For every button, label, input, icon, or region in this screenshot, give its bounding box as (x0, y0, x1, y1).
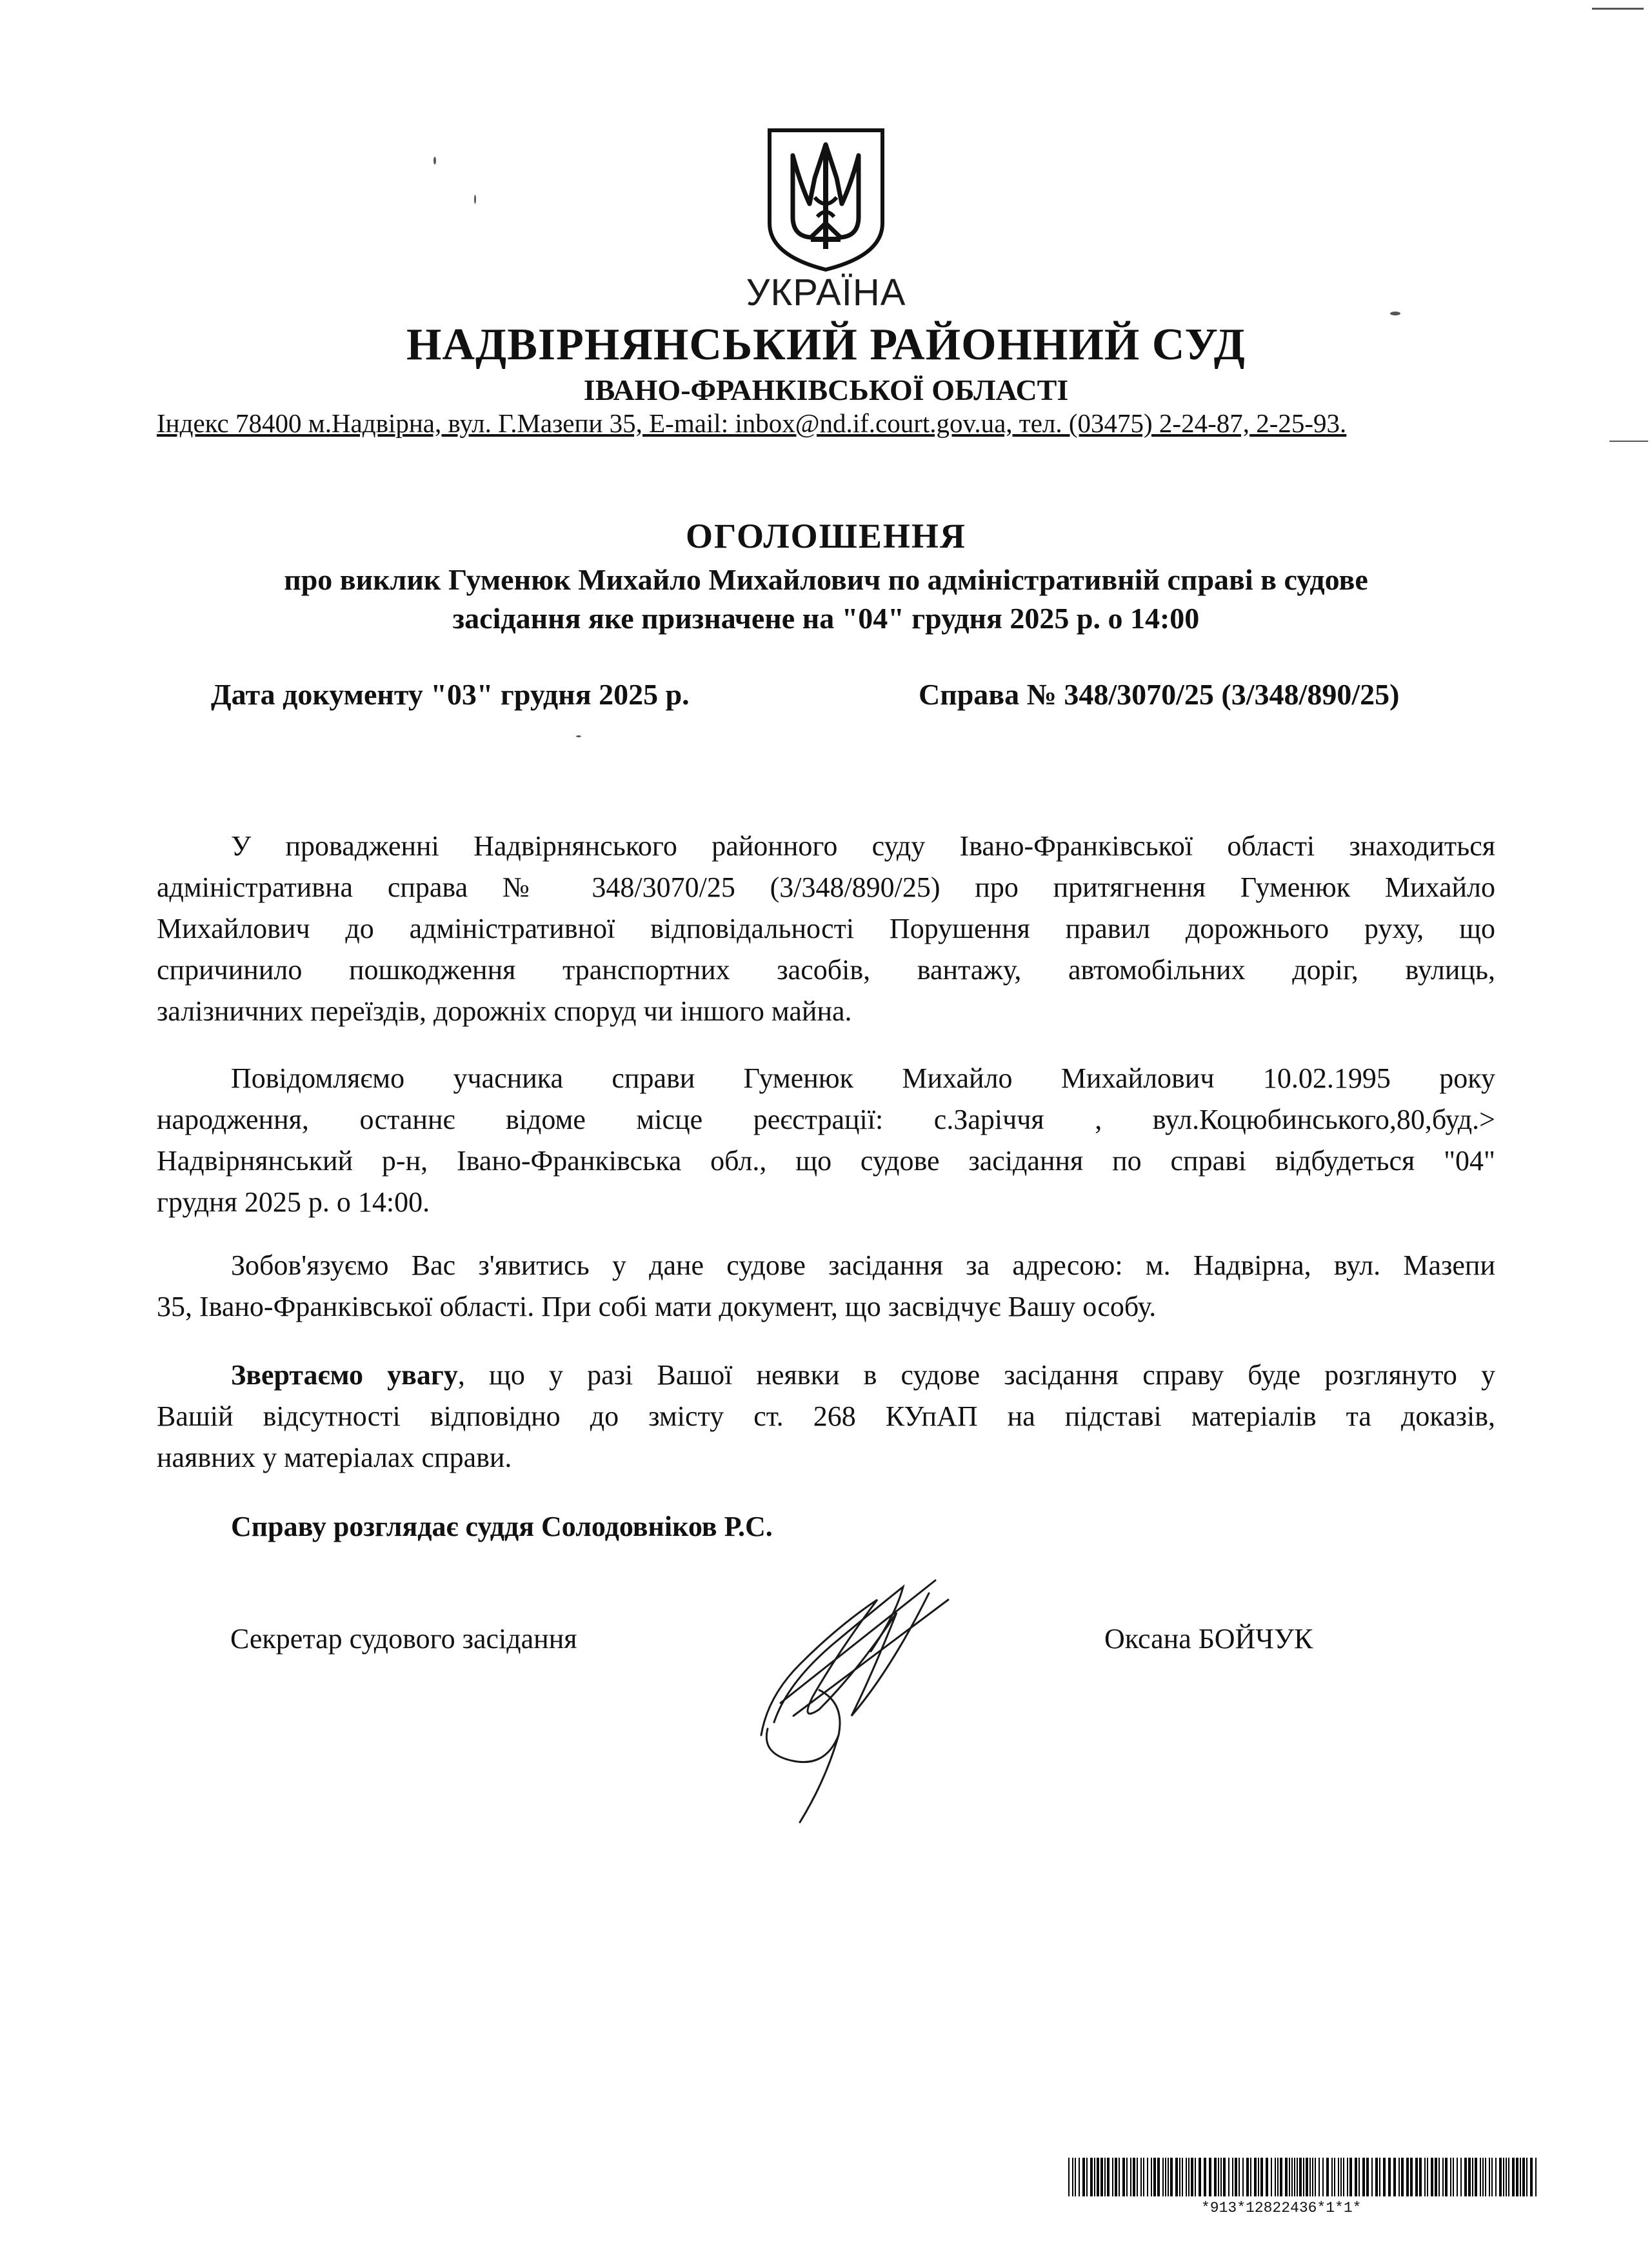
barcode-bar (1130, 2158, 1131, 2196)
barcode-bar (1535, 2158, 1537, 2196)
barcode-bar (1464, 2158, 1467, 2196)
barcode-bar (1410, 2158, 1413, 2196)
barcode-bar (1277, 2158, 1279, 2196)
barcode-bar (1419, 2158, 1422, 2196)
barcode-bar (1371, 2158, 1373, 2196)
paragraph-line: Повідомляємо учасника справи Гуменюк Михайло Михайлович 10.02.1995 року (231, 1062, 1495, 1094)
barcode-bar (1331, 2158, 1333, 2196)
barcode-bar (1218, 2158, 1219, 2196)
scan-speck (576, 735, 581, 737)
court-region: ІВАНО-ФРАНКІВСЬКОЇ ОБЛАСТІ (583, 373, 1069, 406)
barcode-bar (1319, 2158, 1320, 2196)
barcode-bar (1266, 2158, 1268, 2196)
barcode-bar (1246, 2158, 1249, 2196)
barcode-bar (1151, 2158, 1152, 2196)
barcode-bar (1495, 2158, 1497, 2196)
barcode-text: *913*12822436*1*1* (1201, 2200, 1362, 2216)
barcode-bar (1366, 2158, 1369, 2196)
barcode-bar (1438, 2158, 1440, 2196)
barcode-bar (1530, 2158, 1533, 2196)
barcode-bar (1258, 2158, 1259, 2196)
barcode-image (1068, 2158, 1542, 2196)
barcode-bar (1526, 2158, 1528, 2196)
barcode-bar (1489, 2158, 1490, 2196)
barcode-bar (1393, 2158, 1396, 2196)
barcode-bar (1275, 2158, 1276, 2196)
paragraph-notification (157, 1058, 1495, 1223)
barcode-bar (1338, 2158, 1339, 2196)
notice-subtitle-line-2: засідання яке призначене на "04" грудня 2025 р. о 14:00 (452, 602, 1200, 635)
paragraph-line: Михайлович до адміністративної відповідальності Порушення правил дорожнього руху, що (157, 913, 1495, 944)
scan-speck (1609, 441, 1648, 442)
barcode-bar (1322, 2158, 1324, 2196)
paragraph-line: Зобов'язуємо Вас з'явитись у дане судове засідання за адресою: м. Надвірна, вул. Мазепи (231, 1249, 1495, 1281)
barcode-bar (1223, 2158, 1226, 2196)
barcode-bar (1068, 2158, 1070, 2196)
barcode-bar (1122, 2158, 1125, 2196)
barcode-bar (1472, 2158, 1473, 2196)
barcode-bar (1209, 2158, 1211, 2196)
barcode-bar (1499, 2158, 1502, 2196)
barcode-bar (1179, 2158, 1180, 2196)
barcode-bar (1097, 2158, 1099, 2196)
barcode-bar (1228, 2158, 1229, 2196)
scan-speck (433, 157, 436, 164)
barcode-bar (1442, 2158, 1444, 2196)
barcode-bar (1362, 2158, 1365, 2196)
court-address: Індекс 78400 м.Надвірна, вул. Г.Мазепи 35, E-mail: inbox@nd.if.court.gov.ua, тел. (03475) 2-24-87, 2-25-93. (157, 408, 1347, 438)
barcode-bar (1289, 2158, 1290, 2196)
paragraph-judge (157, 1506, 1495, 1547)
barcode-bar (1291, 2158, 1293, 2196)
barcode-bar (1119, 2158, 1120, 2196)
barcode-bar (1482, 2158, 1484, 2196)
barcode-bar (1475, 2158, 1477, 2196)
barcode-bar (1435, 2158, 1437, 2196)
barcode-bar (1485, 2158, 1486, 2196)
paragraph-line (157, 1355, 1495, 1396)
barcode-bar (1340, 2158, 1342, 2196)
scan-speck (474, 195, 476, 204)
barcode-bar (1453, 2158, 1454, 2196)
barcode-bar (1309, 2158, 1311, 2196)
barcode-bar (1460, 2158, 1462, 2196)
barcode-bar (1388, 2158, 1391, 2196)
paragraph-line: У провадженні Надвірнянського районного суду Івано-Франківської області знаходиться (231, 830, 1495, 862)
scan-speck (1390, 312, 1400, 315)
barcode-bar (1147, 2158, 1148, 2196)
warning-lead: Звертаємо увагу (231, 1359, 458, 1391)
scan-speck (1592, 8, 1644, 10)
barcode-bar (1220, 2158, 1222, 2196)
barcode-bar (1195, 2158, 1196, 2196)
paragraph-line: Справу розглядає суддя Солодовніков Р.С. (231, 1511, 773, 1542)
barcode-bar (1250, 2158, 1251, 2196)
barcode-bar (1214, 2158, 1217, 2196)
barcode-bar (1242, 2158, 1244, 2196)
barcode-bar (1491, 2158, 1493, 2196)
barcode-bar (1520, 2158, 1521, 2196)
country-label: УКРАЇНА (746, 272, 906, 313)
barcode-bar (1343, 2158, 1344, 2196)
barcode-bar (1100, 2158, 1103, 2196)
barcode-bar (1086, 2158, 1088, 2196)
barcode-bar (1280, 2158, 1282, 2196)
barcode-bar (1260, 2158, 1263, 2196)
barcode-bar (1468, 2158, 1471, 2196)
barcode-bar (1191, 2158, 1193, 2196)
barcode-bar (1204, 2158, 1206, 2196)
barcode-bar (1140, 2158, 1142, 2196)
barcode-bar (1133, 2158, 1135, 2196)
barcode-bar (1431, 2158, 1433, 2196)
signature-image (742, 1574, 980, 1825)
barcode-bar (1254, 2158, 1257, 2196)
secretary-title: Секретар судового засідання (230, 1623, 577, 1655)
warning-text: , що у разі Вашої неявки в судове засідання справу буде розглянуто у (457, 1359, 1495, 1391)
barcode-bar (1294, 2158, 1295, 2196)
barcode-bar (1143, 2158, 1144, 2196)
barcode-bar (1137, 2158, 1138, 2196)
barcode-bar (1326, 2158, 1329, 2196)
barcode-bar (1355, 2158, 1357, 2196)
paragraph-proceedings (157, 826, 1495, 1032)
barcode-bar (1306, 2158, 1308, 2196)
barcode-bar (1401, 2158, 1404, 2196)
barcode-bar (1334, 2158, 1335, 2196)
barcode-bar (1516, 2158, 1518, 2196)
barcode-bar (1079, 2158, 1080, 2196)
paragraph-warning (157, 1355, 1495, 1478)
barcode-bar (1299, 2158, 1302, 2196)
paragraph-line: спричинило пошкодження транспортних засобів, вантажу, автомобільних доріг, вулиць, (157, 954, 1495, 986)
barcode-bar (1522, 2158, 1525, 2196)
barcode-bar (1358, 2158, 1360, 2196)
barcode-bar (1107, 2158, 1110, 2196)
barcode-bar (1303, 2158, 1304, 2196)
barcode-bar (1162, 2158, 1164, 2196)
barcode-bar (1153, 2158, 1156, 2196)
barcode-bar (1375, 2158, 1378, 2196)
barcode-bar (1406, 2158, 1409, 2196)
paragraph-line: залізничних переїздів, дорожніх споруд чи іншого майна. (157, 995, 852, 1027)
barcode-bar (1512, 2158, 1515, 2196)
paragraph-line: 35, Івано-Франківської області. При собі мати документ, що засвідчує Вашу особу. (157, 1291, 1157, 1322)
barcode-bar (1398, 2158, 1400, 2196)
barcode-bar (1168, 2158, 1169, 2196)
barcode-bar (1506, 2158, 1507, 2196)
barcode-bar (1503, 2158, 1504, 2196)
barcode-bar (1157, 2158, 1160, 2196)
barcode-bar (1347, 2158, 1348, 2196)
barcode-bar (1188, 2158, 1189, 2196)
paragraph-line: народження, останнє відоме місце реєстрації: с.Заріччя , вул.Коцюбинського,80,буд.> (157, 1104, 1495, 1135)
barcode-bar (1199, 2158, 1201, 2196)
paragraph-line: адміністративна справа № 348/3070/25 (3/348/890/25) про притягнення Гуменюк Михайло (157, 871, 1495, 903)
barcode-bar (1182, 2158, 1183, 2196)
barcode-bar (1480, 2158, 1481, 2196)
barcode-bar (1239, 2158, 1240, 2196)
barcode-bar (1072, 2158, 1073, 2196)
barcode-bar (1235, 2158, 1237, 2196)
barcode-bar (1508, 2158, 1509, 2196)
paragraph-line: грудня 2025 р. о 14:00. (157, 1186, 430, 1218)
barcode-bar (1115, 2158, 1117, 2196)
barcode-bar (1415, 2158, 1418, 2196)
paragraph-line: Вашій відсутності відповідно до змісту ст. 268 КУпАП на підставі матеріалів та доказів, (157, 1400, 1495, 1432)
barcode-bar (1315, 2158, 1316, 2196)
barcode-bar (1457, 2158, 1458, 2196)
barcode-bar (1082, 2158, 1085, 2196)
barcode-bar (1170, 2158, 1173, 2196)
barcode-bar (1090, 2158, 1093, 2196)
barcode-bar (1094, 2158, 1095, 2196)
barcode-bar (1075, 2158, 1076, 2196)
barcode-bar (1175, 2158, 1178, 2196)
paragraph-line: Надвірнянський р-н, Івано-Франківська обл., що судове засідання по справі відбудеться "04" (157, 1145, 1495, 1177)
barcode-bar (1445, 2158, 1448, 2196)
barcode-bar (1450, 2158, 1451, 2196)
barcode-bar (1112, 2158, 1113, 2196)
barcode-bar (1424, 2158, 1426, 2196)
barcode-bar (1379, 2158, 1380, 2196)
court-name: НАДВІРНЯНСЬКИЙ РАЙОННИЙ СУД (406, 320, 1246, 370)
barcode-bar (1285, 2158, 1288, 2196)
barcode-bar (1427, 2158, 1428, 2196)
case-number: Справа № 348/3070/25 (3/348/890/25) (919, 678, 1400, 711)
barcode-bar (1104, 2158, 1106, 2196)
notice-title: ОГОЛОШЕННЯ (686, 517, 966, 555)
document-date: Дата документу "03" грудня 2025 р. (211, 678, 690, 711)
barcode-bar (1297, 2158, 1298, 2196)
secretary-name: Оксана БОЙЧУК (1104, 1623, 1313, 1655)
barcode-bar (1186, 2158, 1187, 2196)
barcode-bar (1349, 2158, 1352, 2196)
paragraph-line: наявних у матеріалах справи. (157, 1442, 512, 1473)
barcode-bar (1232, 2158, 1233, 2196)
barcode-bar (1383, 2158, 1386, 2196)
coat-of-arms-icon (766, 126, 886, 273)
notice-subtitle-line-1: про виклик Гуменюк Михайло Михайлович по адміністративній справі в судове (284, 563, 1368, 596)
barcode-bar (1165, 2158, 1166, 2196)
barcode-bar (1126, 2158, 1128, 2196)
barcode-bar (1271, 2158, 1272, 2196)
barcode-bar (1312, 2158, 1313, 2196)
paragraph-summons (157, 1245, 1495, 1328)
